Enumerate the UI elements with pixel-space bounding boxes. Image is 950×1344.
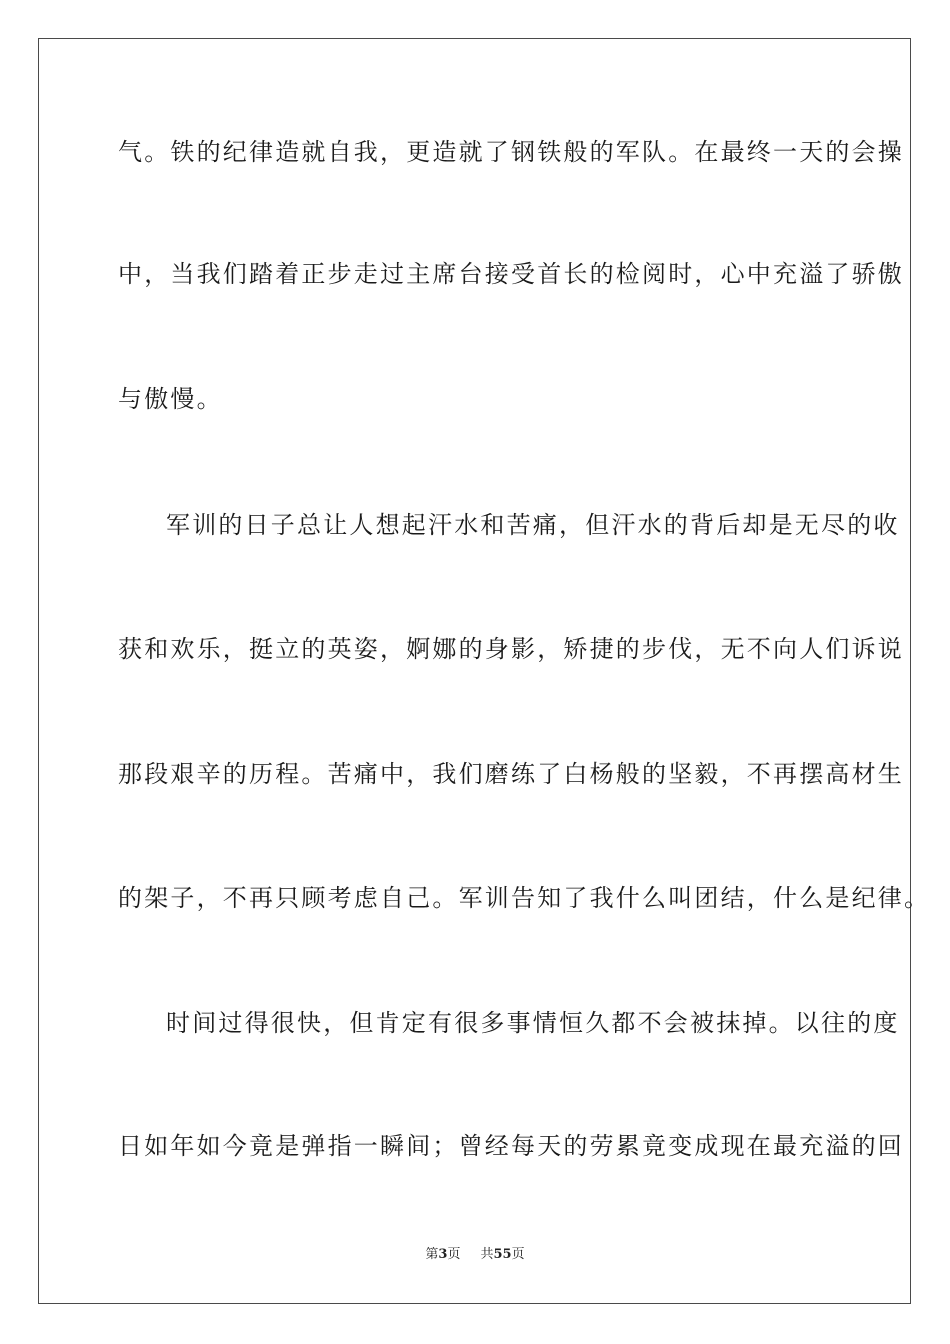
text-line: 那段艰辛的历程。苦痛中，我们磨练了白杨般的坚毅，不再摆高材生 bbox=[118, 760, 904, 788]
paragraph-start-line: 时间过得很快，但肯定有很多事情恒久都不会被抹掉。以往的度 bbox=[166, 1009, 900, 1037]
text-line: 气。铁的纪律造就自我，更造就了钢铁般的军队。在最终一天的会操 bbox=[118, 138, 904, 166]
text-line: 中，当我们踏着正步走过主席台接受首长的检阅时，心中充溢了骄傲 bbox=[118, 260, 904, 288]
text-line: 获和欢乐，挺立的英姿，婀娜的身影，矫捷的步伐，无不向人们诉说 bbox=[118, 635, 904, 663]
paragraph-start-line: 军训的日子总让人想起汗水和苦痛，但汗水的背后却是无尽的收 bbox=[166, 511, 900, 539]
text-line: 日如年如今竟是弹指一瞬间；曾经每天的劳累竟变成现在最充溢的回 bbox=[118, 1132, 904, 1160]
text-line: 的架子，不再只顾考虑自己。军训告知了我什么叫团结，什么是纪律。 bbox=[118, 884, 931, 912]
total-pages-label: 共55页 bbox=[480, 1247, 525, 1262]
page-number-label: 第3页 bbox=[425, 1247, 461, 1262]
page-border bbox=[38, 38, 931, 1304]
text-line: 与傲慢。 bbox=[118, 385, 223, 413]
page-footer bbox=[0, 1247, 950, 1263]
